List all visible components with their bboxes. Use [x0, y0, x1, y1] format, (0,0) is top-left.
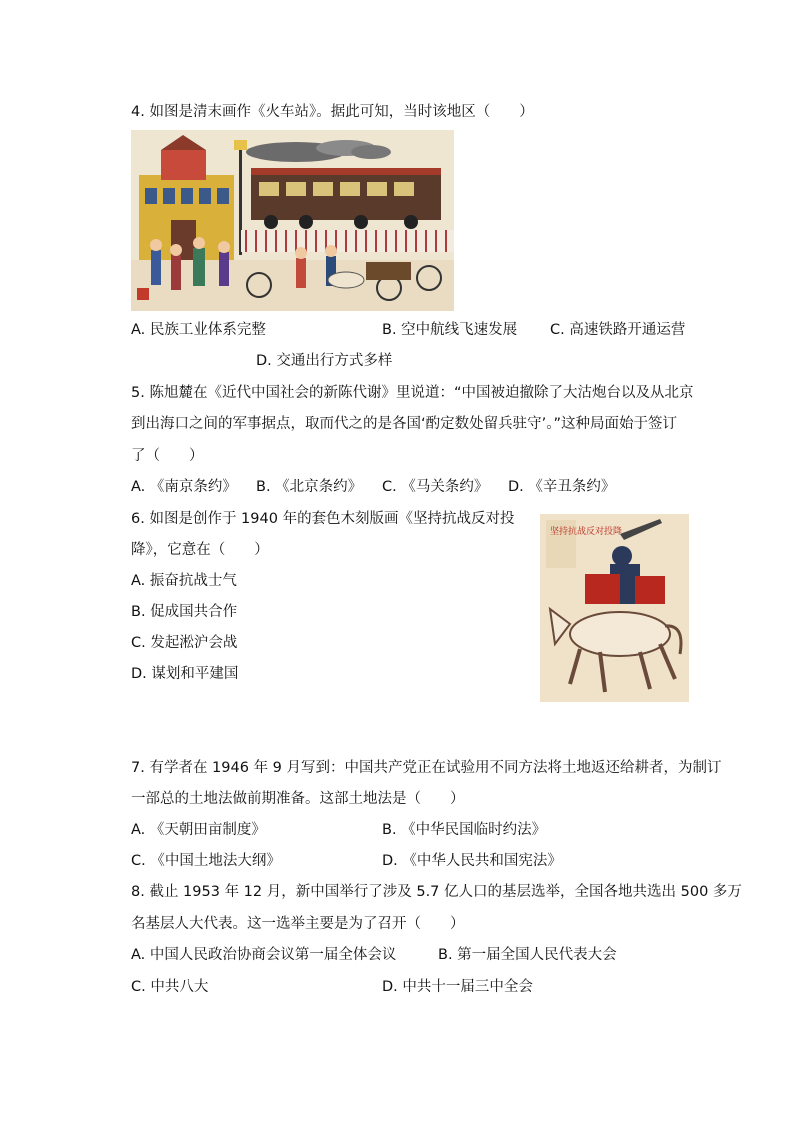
- q5-option-c[interactable]: C. 《马关条约》: [382, 479, 489, 495]
- q8-option-c[interactable]: C. 中共八大: [131, 979, 209, 995]
- q7-option-b[interactable]: B. 《中华民国临时约法》: [382, 822, 547, 838]
- q5-line-3: 了（ ）: [131, 448, 204, 464]
- q6-option-d[interactable]: D. 谋划和平建国: [131, 666, 239, 682]
- q6-option-c[interactable]: C. 发起淞沪会战: [131, 635, 238, 651]
- q5-option-b[interactable]: B. 《北京条约》: [256, 479, 363, 495]
- q5-option-d[interactable]: D. 《辛丑条约》: [508, 479, 616, 495]
- q6-option-a[interactable]: A. 振奋抗战士气: [131, 573, 237, 589]
- q5-option-a[interactable]: A. 《南京条约》: [131, 479, 237, 495]
- q8-line-1: 8. 截止 1953 年 12 月，新中国举行了涉及 5.7 亿人口的基层选举，全国各地共选出 500 多万: [131, 884, 742, 900]
- q8-option-a[interactable]: A. 中国人民政治协商会议第一届全体会议: [131, 947, 397, 963]
- q6-line-1: 6. 如图是创作于 1940 年的套色木刻版画《坚持抗战反对投: [131, 511, 515, 527]
- woodcut-title: 坚持抗战反对投降: [550, 527, 623, 537]
- q4-option-b[interactable]: B. 空中航线飞速发展: [382, 322, 518, 338]
- q5-line-1: 5. 陈旭麓在《近代中国社会的新陈代谢》里说道：“中国被迫撤除了大沽炮台以及从北京: [131, 385, 694, 401]
- q7-line-1: 7. 有学者在 1946 年 9 月写到：中国共产党正在试验用不同方法将土地返还给耕者，为制订: [131, 760, 722, 776]
- q7-option-a[interactable]: A. 《天朝田亩制度》: [131, 822, 266, 838]
- q4-stem: 4. 如图是清末画作《火车站》。据此可知，当时该地区（ ）: [131, 104, 534, 120]
- railway-station-painting: [131, 130, 454, 311]
- q8-option-d[interactable]: D. 中共十一届三中全会: [382, 979, 533, 995]
- q4-option-c[interactable]: C. 高速铁路开通运营: [550, 322, 686, 338]
- q4-option-a[interactable]: A. 民族工业体系完整: [131, 322, 266, 338]
- q7-line-2: 一部总的土地法做前期准备。这部土地法是（ ）: [131, 791, 465, 807]
- q5-line-2: 到出海口之间的军事据点，取而代之的是各国‘酌定数处留兵驻守’。”这种局面始于签订: [131, 416, 677, 432]
- q7-option-d[interactable]: D. 《中华人民共和国宪法》: [382, 853, 562, 869]
- q6-line-2: 降》，它意在（ ）: [131, 542, 269, 558]
- q4-option-d[interactable]: D. 交通出行方式多样: [256, 353, 393, 369]
- woodcut-print: [540, 514, 689, 702]
- q6-option-b[interactable]: B. 促成国共合作: [131, 604, 238, 620]
- q7-option-c[interactable]: C. 《中国土地法大纲》: [131, 853, 281, 869]
- q8-option-b[interactable]: B. 第一届全国人民代表大会: [438, 947, 617, 963]
- q8-line-2: 名基层人大代表。这一选举主要是为了召开（ ）: [131, 916, 465, 932]
